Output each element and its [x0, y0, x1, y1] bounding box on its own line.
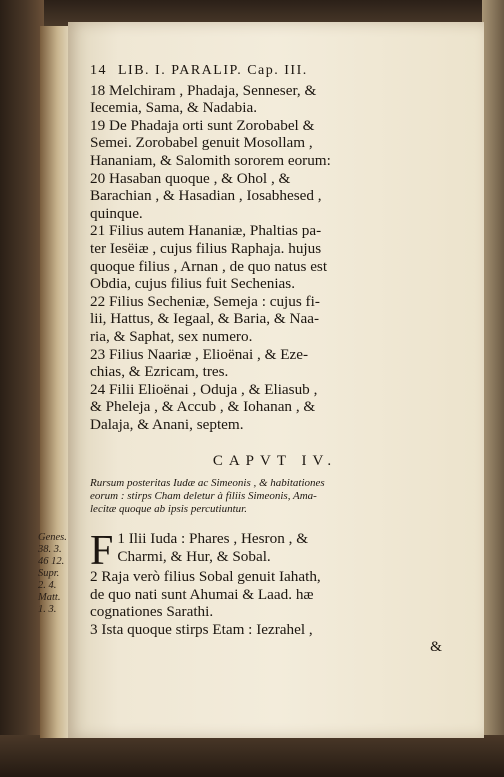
text-line: de quo nati sunt Ahumai & Laad. hæ: [90, 585, 314, 603]
text-line: Semei. Zorobabel genuit Mosollam ,: [90, 134, 313, 152]
margin-note: Genes.: [38, 532, 67, 544]
text-line: chias, & Ezricam, tres.: [90, 363, 229, 381]
text-line: ria, & Saphat, sex numero.: [90, 327, 253, 345]
text-line: Dalaja, & Anani, septem.: [90, 415, 244, 433]
margin-note: 38. 3.: [38, 544, 62, 556]
margin-note: 46 12.: [38, 556, 65, 568]
text-line: quoque filius , Arnan , de quo natus est: [90, 257, 328, 275]
text-line: 22 Filius Secheniæ, Semeja : cujus fi-: [90, 292, 320, 310]
summary-line: Rursum posteritas Iudæ ac Simeonis , & habitationes: [90, 477, 325, 490]
chapter-title: CAPVT IV.: [212, 453, 338, 470]
text-line: quinque.: [90, 204, 143, 222]
page-text: [38, 62, 460, 656]
text-line: 18 Melchiram , Phadaja, Senneser, &: [90, 81, 317, 99]
margin-note: Supr.: [38, 568, 60, 580]
text-line: Hananiam, & Salomith sororem eorum:: [90, 151, 331, 169]
text-line: Iecemia, Sama, & Nadabia.: [90, 99, 257, 117]
text-line: Charmi, & Hur, & Sobal.: [117, 547, 271, 565]
running-title: LIB. I. PARALIP. Cap. III.: [118, 63, 308, 78]
text-line: ter Iesëiæ , cujus filius Raphaja. hujus: [90, 239, 322, 257]
book-cover-right: [482, 0, 504, 777]
text-line: Obdia, cujus filius fuit Sechenias.: [90, 275, 295, 293]
summary-line: lecitæ quoque ab ipsis percutiuntur.: [90, 503, 247, 516]
text-line: 21 Filius autem Hananiæ, Phaltias pa-: [90, 222, 322, 240]
text-line: cognationes Sarathi.: [90, 603, 214, 621]
margin-note: 1. 3.: [38, 604, 57, 616]
chapter-body: [38, 528, 460, 656]
drop-capital: F: [90, 528, 114, 575]
page-number: 14: [90, 63, 107, 78]
chapter-summary: [90, 477, 460, 516]
text-line: & Pheleja , & Accub , & Iohanan , &: [90, 398, 316, 416]
text-line: 2 Raja verò filius Sobal genuit Iahath,: [90, 568, 321, 586]
text-line: 3 Ista quoque stirps Etam : Iezrahel ,: [90, 620, 313, 638]
book-cover-bottom: [0, 735, 504, 777]
text-line: 24 Filii Elioënai , Oduja , & Eliasub ,: [90, 380, 318, 398]
text-line: Barachian , & Hasadian , Iosabhesed ,: [90, 187, 322, 205]
text-line: lii, Hattus, & Iegaal, & Baria, & Naa-: [90, 310, 320, 328]
text-line: 20 Hasaban quoque , & Ohol , &: [90, 169, 291, 187]
catchword: &: [430, 638, 442, 656]
margin-notes: [38, 532, 78, 616]
margin-note: 2. 4.: [38, 580, 57, 592]
summary-line: eorum : stirps Cham deletur à filiis Simeonis, Ama-: [90, 490, 317, 503]
margin-note: Matt.: [38, 592, 61, 604]
text-line: 1 Ilii Iuda : Phares , Hesron , &: [117, 530, 309, 548]
text-line: 23 Filius Naariæ , Elioënai , & Eze-: [90, 345, 309, 363]
running-header: [90, 62, 460, 80]
text-line: 19 De Phadaja orti sunt Zorobabel &: [90, 116, 315, 134]
verses-top: [90, 82, 460, 434]
book-cover-left: [0, 0, 44, 777]
